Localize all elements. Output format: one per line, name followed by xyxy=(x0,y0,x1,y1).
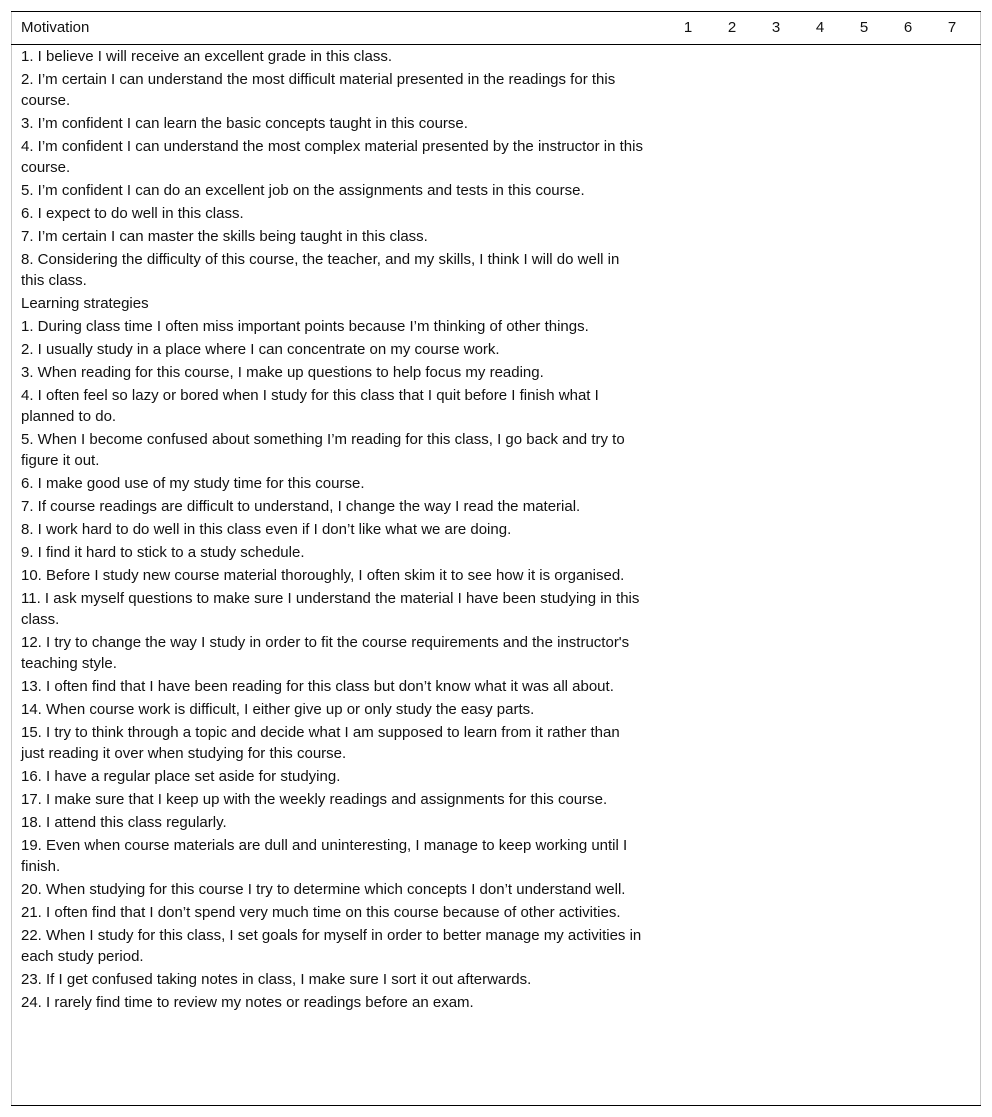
learning-item: 11. I ask myself questions to make sure I understand the material I have been studying in this class. xyxy=(21,590,640,628)
learning-item: 15. I try to think through a topic and decide what I am supposed to learn from it rather than just reading it over when studying for this course. xyxy=(21,724,620,762)
learning-item: 7. If course readings are difficult to understand, I change the way I read the material. xyxy=(21,498,581,515)
motivation-item: 2. I’m certain I can understand the most difficult material presented in the readings for this course. xyxy=(21,71,616,109)
learning-item: 16. I have a regular place set aside for studying. xyxy=(21,768,341,785)
scale-2: 2 xyxy=(727,19,737,36)
scale-6: 6 xyxy=(903,19,913,36)
learning-item: 19. Even when course materials are dull and uninteresting, I manage to keep working until I finish. xyxy=(21,837,628,875)
learning-item: 1. During class time I often miss important points because I’m thinking of other things. xyxy=(21,318,589,335)
motivation-item: 3. I’m confident I can learn the basic concepts taught in this course. xyxy=(21,115,468,132)
learning-item: 9. I find it hard to stick to a study schedule. xyxy=(21,544,305,561)
learning-item: 14. When course work is difficult, I either give up or only study the easy parts. xyxy=(21,701,535,718)
learning-item: 17. I make sure that I keep up with the weekly readings and assignments for this course. xyxy=(21,791,608,808)
learning-item: 12. I try to change the way I study in order to fit the course requirements and the instructor's teaching style. xyxy=(21,634,630,672)
table-body xyxy=(21,46,646,1015)
motivation-item: 6. I expect to do well in this class. xyxy=(21,205,244,222)
learning-item: 4. I often feel so lazy or bored when I study for this class that I quit before I finish what I planned to do. xyxy=(21,387,599,425)
table-top-rule xyxy=(11,11,981,12)
motivation-item: 8. Considering the difficulty of this course, the teacher, and my skills, I think I will do well in this class. xyxy=(21,251,620,289)
section-heading-learning-strategies: Learning strategies xyxy=(21,295,149,312)
header-label: Motivation xyxy=(21,19,90,36)
scale-1: 1 xyxy=(683,19,693,36)
scale-5: 5 xyxy=(859,19,869,36)
learning-item: 5. When I become confused about something I’m reading for this class, I go back and try to figure it out. xyxy=(21,431,625,469)
learning-item: 3. When reading for this course, I make up questions to help focus my reading. xyxy=(21,364,544,381)
learning-item: 18. I attend this class regularly. xyxy=(21,814,227,831)
table-bottom-rule xyxy=(11,1105,981,1106)
scale-7: 7 xyxy=(947,19,957,36)
scale-4: 4 xyxy=(815,19,825,36)
learning-item: 22. When I study for this class, I set goals for myself in order to better manage my activities in each study period. xyxy=(21,927,642,965)
learning-item: 24. I rarely find time to review my notes or readings before an exam. xyxy=(21,994,474,1011)
learning-item: 6. I make good use of my study time for this course. xyxy=(21,475,365,492)
learning-item: 23. If I get confused taking notes in class, I make sure I sort it out afterwards. xyxy=(21,971,532,988)
learning-item: 10. Before I study new course material thoroughly, I often skim it to see how it is organised. xyxy=(21,567,625,584)
learning-item: 2. I usually study in a place where I can concentrate on my course work. xyxy=(21,341,500,358)
scale-3: 3 xyxy=(771,19,781,36)
table-header xyxy=(21,18,971,38)
learning-item: 21. I often find that I don’t spend very much time on this course because of other activities. xyxy=(21,904,621,921)
motivation-item: 5. I’m confident I can do an excellent job on the assignments and tests in this course. xyxy=(21,182,585,199)
motivation-item: 1. I believe I will receive an excellent grade in this class. xyxy=(21,48,393,65)
learning-item: 8. I work hard to do well in this class even if I don’t like what we are doing. xyxy=(21,521,512,538)
motivation-item: 7. I’m certain I can master the skills being taught in this class. xyxy=(21,228,428,245)
learning-item: 20. When studying for this course I try to determine which concepts I don’t understand well. xyxy=(21,881,626,898)
learning-item: 13. I often find that I have been reading for this class but don’t know what it was all about. xyxy=(21,678,614,695)
header-rule xyxy=(11,44,981,45)
motivation-item: 4. I’m confident I can understand the most complex material presented by the instructor in this course. xyxy=(21,138,643,176)
